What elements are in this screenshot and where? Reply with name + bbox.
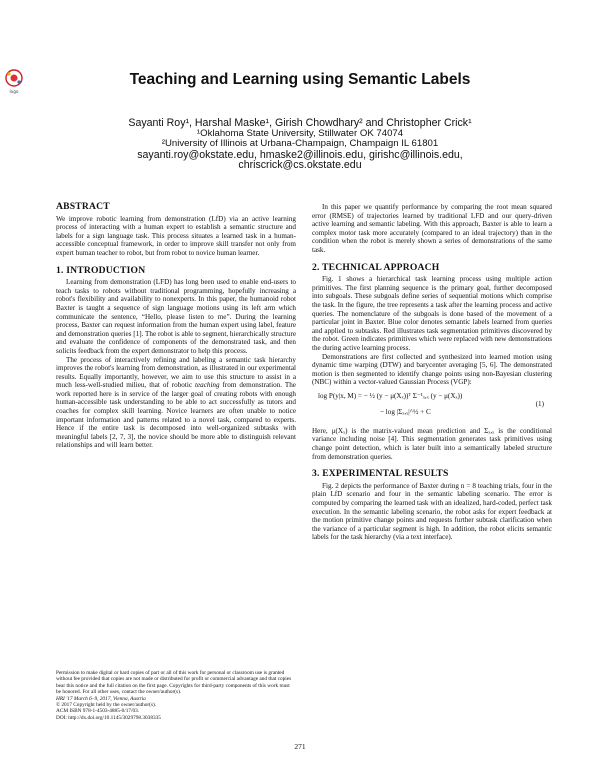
copyright-line: © 2017 Copyright held by the owner/author(s).	[56, 702, 157, 709]
author-emails-2: chriscrick@cs.okstate.edu	[238, 159, 362, 171]
right-column	[312, 203, 552, 542]
permission-text: Permission to make digital or hard copies of part or all of this work for personal or classroom use is granted without fee provided that copies are not made or distributed for profit or commercial advantage and that copies bear this notice and the full citation on the first page. Copyrights for third-party components of this work must be honored. For all other uses, contact the owner/author(s).	[56, 670, 292, 696]
affiliation-1: ¹Oklahoma State University, Stillwater OK 74074	[196, 127, 404, 139]
equation-1	[312, 390, 552, 424]
left-column	[56, 203, 296, 450]
equation-line-2: − log |Σₓ,ₓ|^½ + C	[380, 407, 431, 416]
intro-paragraph-2: The process of interactively refining and labeling a semantic task hierarchy improves the robot's learning from demonstration, as illustrated in our experimental results. Equally importantly, however, we aim to use this structure to assist in a much less-well-studied milieu, that of robotic teaching from demonstration. The work reported here is in service of the larger goal of creating robots with enough human-accessible task understanding to be able to act successfully as tutors and coaches for complex skill learning. Novice learners are often unable to notice important information and patterns related to a novel task, compared to experts. Hence if the entire task is decomposed into well-organized subtasks with meaningful labels [2, 7, 3], the novice should be more able to distinguish relevant relationships and will learn better.	[56, 355, 296, 450]
page-number: 271	[294, 742, 306, 751]
abstract-heading: ABSTRACT	[56, 201, 110, 212]
intro-paragraph-3: In this paper we quantify performance by comparing the root mean squared error (RMSE) of trajectories learned by traditional LFD and our query-driven active learning and semantic labeling. With this approach, Baxter is able to learn a complex motor task more accurately (compared to an ideal trajectory) than in the condition when the robot is merely shown a series of demonstrations of the same task.	[312, 203, 552, 254]
technical-paragraph-1: Fig. 1 shows a hierarchical task learning process using multiple action primitives. The first planning sequence is the primary goal, further decomposed into subgoals. These subgoals define series of sequential motions which comprise the task. In the figure, the tree represents a task after the learning process and active queries. The nomenclature of the subgoals is done based of the movement of a particular joint in Baxter. Blue color denotes semantic labels learned from queries and applied to subtasks. Red illustrates task segmentation primitives discovered by the robot. Green indicates primitives which were replaced with new demonstrations the during active learning process.	[312, 275, 552, 352]
introduction-heading: 1. INTRODUCTION	[56, 264, 146, 276]
doi-link[interactable]: DOI: http://dx.doi.org/10.1145/3029798.3038335	[56, 714, 161, 721]
isbn-line: ACM ISBN 978-1-4503-4885-0/17/03.	[56, 708, 140, 715]
affiliation-2: ²University of Illinois at Urbana-Champaign, Champaign IL 61801	[161, 138, 439, 149]
author-block	[0, 118, 600, 171]
venue-line: HRI '17 March 6–9, 2017, Vienna, Austria	[56, 695, 146, 702]
copyright-footnote	[56, 670, 296, 721]
abstract-text: We improve robotic learning from demonstration (LfD) via an active learning process of interacting with a human expert to establish a semantic structure and labels for a sign language task. This process situates a learned task in a human-accessible conceptual framework, in order to improve skill transfer not only from expert human teacher to robot, but from robot to novice human learner.	[56, 214, 296, 257]
svg-text:logo: logo	[9, 89, 19, 94]
intro-paragraph-1: Learning from demonstration (LFD) has long been used to enable end-users to teach tasks to robots without traditional programming, hopefully increasing a robot's flexibility and availability to nonexperts. In this paper, the humanoid robot Baxter is taught a sequence of sign language motions using its left arm which communicate the sentence, “Hello, please listen to me”. During the learning process, Baxter can request information from the human expert using label, feature and demonstration queries [1]. The robot is able to segment, hierarchically structure and evaluate the confidence of components of the demonstrated task, and then solicits feedback from the expert demonstrator to help this process.	[56, 278, 296, 355]
author-emails-1: sayanti.roy@okstate.edu, hmaske2@illinois.edu, girishc@illinois.edu,	[137, 148, 463, 161]
experimental-results-heading: 3. EXPERIMENTAL RESULTS	[312, 468, 449, 480]
author-names: Sayanti Roy¹, Harshal Maske¹, Girish Chowdhary² and Christopher Crick¹	[128, 117, 472, 129]
technical-paragraph-2: Demonstrations are first collected and synthesized into learned motion using dynamic time warping (DTW) and barycenter averaging [5, 6]. The demonstrated motion is then segmented to identify change points using non-Bayesian clustering (NBC) within a vector-valued Gaussian Process (VGP):	[312, 352, 552, 387]
technical-paragraph-3: Here, μ(Xₓ) is the matrix-valued mean prediction and Σₓ,ₓ is the conditional variance including noise [4]. This segmentation generates task primitives using change point detection, which is later built into a semantically labeled structure from demonstration queries.	[312, 426, 552, 461]
equation-number: (1)	[535, 399, 544, 408]
paper-title: Teaching and Learning using Semantic Labels	[129, 71, 471, 88]
experimental-paragraph-1: Fig. 2 depicts the performance of Baxter during n = 8 teaching trials, four in the plain LfD scenario and four in the semantic labeling scenario. The error is computed by comparing the learned task with an idealized, hard-coded, perfect task execution. In the semantic labeling scenario, the robot asks for expert feedback at the motion primitive change points and requests further subtask clarification when the variance of a particular segment is high. In addition, the robot elicits semantic labels for the task hierarchy (via a text interface).	[312, 481, 552, 542]
equation-line-1: log P(y|x, M) = − ½ (y − μ(Xₓ))ᵀ Σ⁻¹ₓ,ₓ (y − μ(Xₓ))	[318, 391, 463, 400]
technical-approach-heading: 2. TECHNICAL APPROACH	[312, 261, 440, 273]
